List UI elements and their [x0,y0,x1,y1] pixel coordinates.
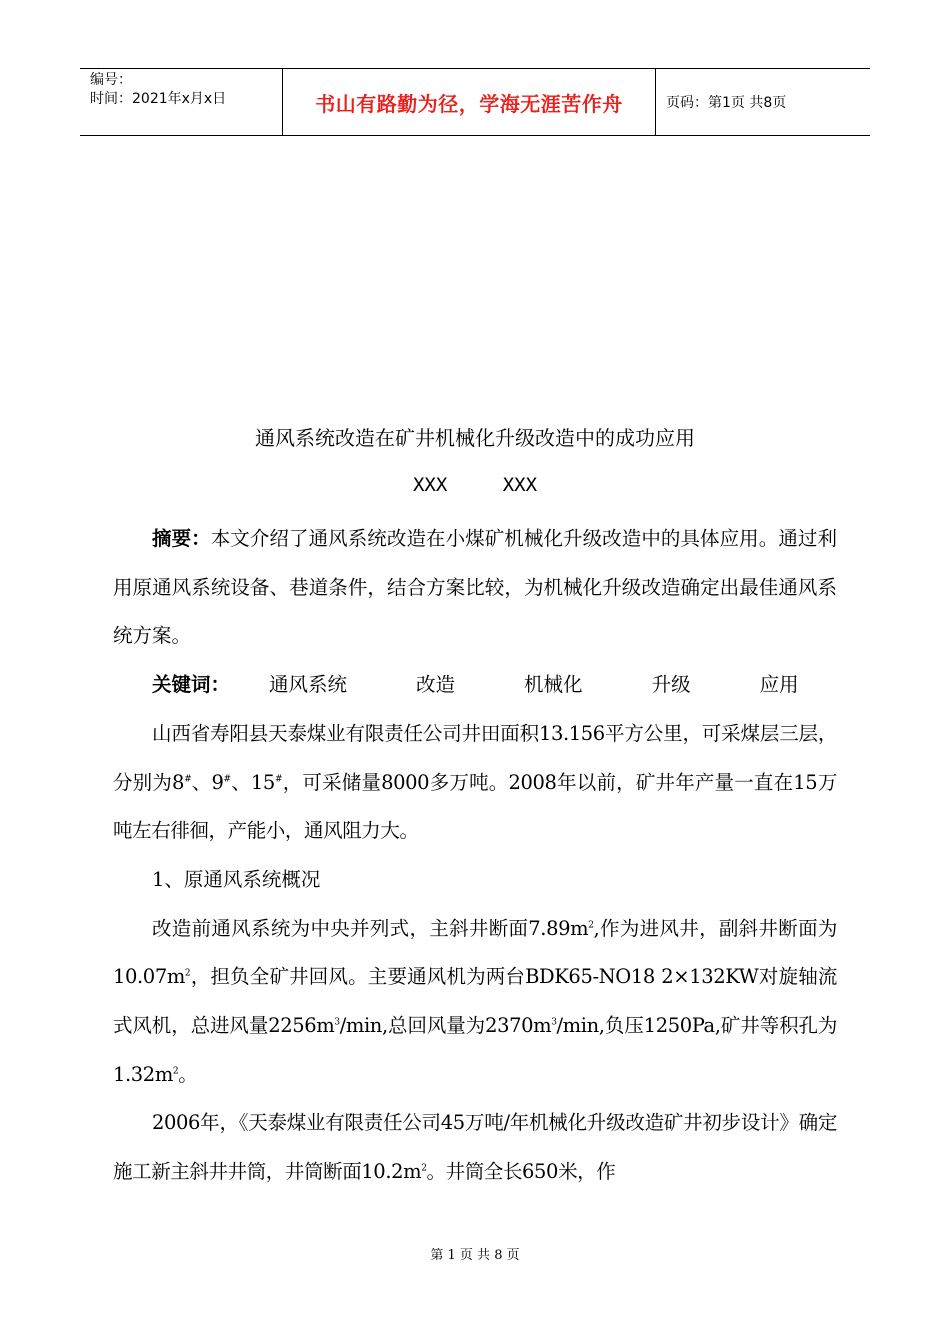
abstract-label: 摘要： [152,527,211,550]
text-run: /min,负压1250Pa,矿井等积孔为1.32m [113,1014,838,1086]
superscript: 2 [588,920,594,931]
text-run: 改造前通风系统为中央并列式，主斜井断面7.89m [152,916,589,940]
text-run: 2006年，《天泰煤业有限责任公司45万吨/年机械化升级改造矿井初步设计》确定施工新主斜井井筒，井筒断面10.2m [113,1111,837,1184]
section-heading: 1、原通风系统概况 [152,867,321,891]
superscript: 2 [421,1163,427,1174]
text-run: 、15 [230,770,275,794]
superscript: # [223,774,231,785]
keyword: 应用 [759,673,799,697]
author-name: XXX [412,474,448,496]
superscript: 3 [551,1017,557,1028]
keywords-label: 关键词： [152,673,231,697]
superscript: 2 [184,968,191,979]
text-run: 。井筒全长650米，作 [426,1160,616,1184]
page-header [80,68,870,136]
header-meta [80,69,282,135]
header-page-number: 页码：第1页 共8页 [666,95,787,111]
document-body [113,515,837,1197]
design-paragraph [113,1099,837,1196]
document-date-label: 时间：2021年x月x日 [90,91,227,107]
header-motto: 书山有路勤为径，学海无涯苦作舟 [282,69,656,135]
superscript: 3 [334,1017,340,1028]
keyword: 通风系统 [269,673,348,697]
keyword: 机械化 [524,673,583,697]
keyword: 改造 [416,673,456,697]
text-run: 山西省寿阳县天泰煤业有限责任公司井田面积13.156平方公里，可采煤层三层，分别为8 [113,721,837,794]
keywords-paragraph [113,661,837,710]
text-run: ，担负全矿井回风。主要通风机为两台BDK65-NO18 2×132KW对旋轴流式风机，总进风量2256m [113,965,837,1038]
ventilation-paragraph [113,905,837,1100]
abstract-text: 本文介绍了通风系统改造在小煤矿机械化升级改造中的具体应用。通过利用原通风系统设备、巷道条件，结合方案比较，为机械化升级改造确定出最佳通风系统方案。 [113,527,837,648]
text-run: ，可采储量8000多万吨。2008年以前，矿井年产量一直在15万吨左右徘徊，产能小，通风阻力大。 [113,770,837,843]
authors [0,474,950,496]
page-footer: 第 1 页 共 8 页 [430,1248,520,1263]
text-run: /min,总回风量为2370m [339,1014,552,1038]
superscript: # [184,774,192,785]
text-run: 、9 [191,770,224,794]
document-number-label: 编号： [90,72,132,88]
intro-paragraph [113,710,837,856]
superscript: # [274,774,283,785]
keyword: 升级 [651,673,691,697]
text-run: ,作为进风井，副斜井断面为10.07m [113,916,838,989]
document-title: 通风系统改造在矿井机械化升级改造中的成功应用 [255,426,695,450]
abstract-paragraph [113,515,837,661]
author-name: XXX [502,474,538,496]
superscript: 2 [172,1066,179,1077]
text-run: 。 [178,1062,198,1086]
